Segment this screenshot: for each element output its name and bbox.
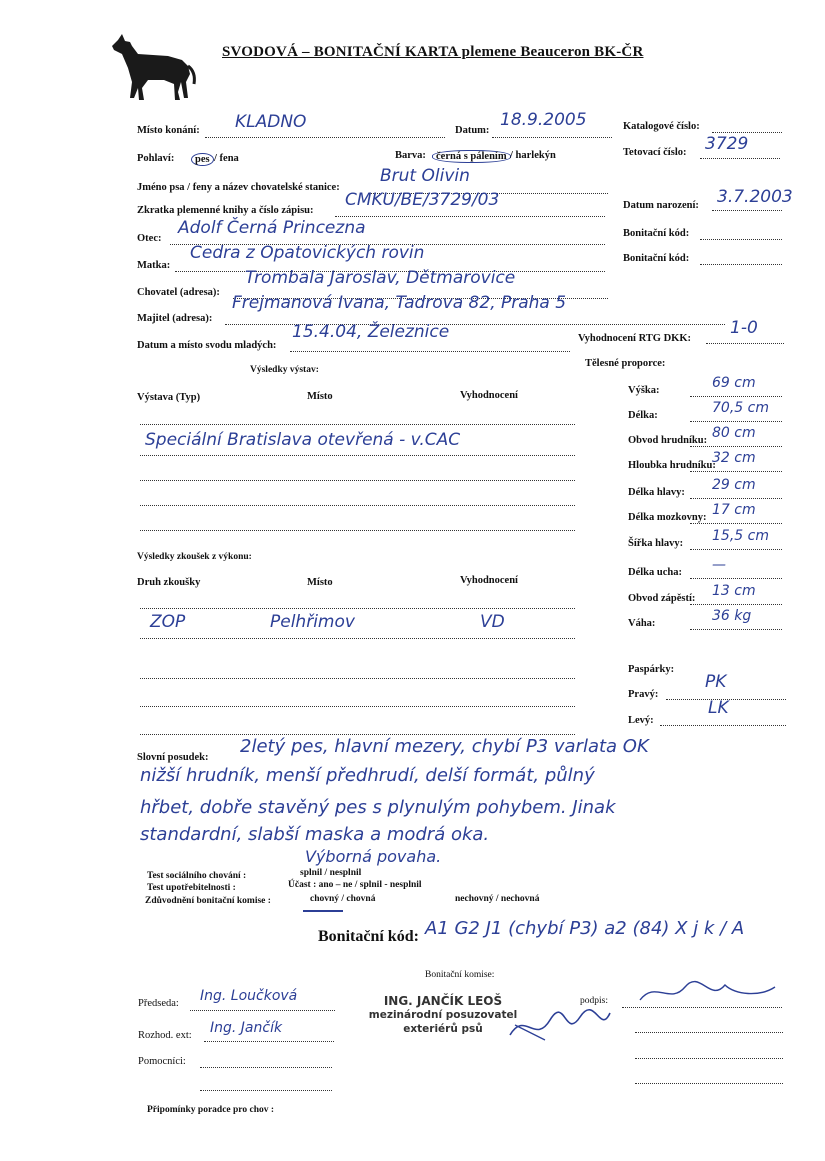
proporce-item-label: Délka hlavy:	[628, 487, 685, 498]
zkratka-label: Zkratka plemenné knihy a číslo zápisu:	[137, 205, 314, 216]
levy-label: Levý:	[628, 715, 654, 726]
predseda-value: Ing. Loučková	[200, 988, 298, 1004]
proporce-item-value: 36 kg	[712, 608, 752, 624]
signature-icon	[505, 1005, 615, 1045]
misto-konani-label: Místo konání:	[137, 125, 200, 136]
barva-label: Barva:	[395, 150, 426, 161]
proporce-item-value: 80 cm	[712, 425, 756, 441]
rtg-value: 1-0	[730, 318, 758, 338]
pohlavi-pes: pes	[191, 153, 214, 166]
posudek-line: hřbet, dobře stavěný pes s plynulým pohybem. Jinak	[140, 797, 616, 818]
zkousky-row-druh: ZOP	[150, 612, 186, 632]
proporce-item-label: Obvod hrudníku:	[628, 435, 708, 446]
svod-value: 15.4.04, Železnice	[292, 322, 450, 342]
stamp-line: mezinárodní posuzovatel	[368, 1009, 518, 1021]
komise-stamp	[368, 994, 518, 1036]
test-social-label: Test sociálního chování :	[147, 871, 247, 881]
signature-icon	[630, 975, 780, 1010]
rozhod-label: Rozhod. ext:	[138, 1030, 192, 1041]
otec-value: Adolf Černá Princezna	[178, 218, 366, 238]
proporce-item-label: Délka mozkovny:	[628, 512, 707, 523]
majitel-value: Frejmanová Ivana, Tadrova 82, Praha 5	[232, 293, 567, 313]
posudek-line: 2letý pes, hlavní mezery, chybí P3 varlata OK	[240, 736, 649, 757]
zduvodneni-opts: chovný / chovná	[310, 894, 376, 904]
pohlavi-fena: / fena	[214, 153, 239, 164]
pripominky-label: Připomínky poradce pro chov :	[147, 1105, 275, 1115]
test-upotreb-opts: Účast : ano – ne / splnil - nesplnil	[288, 880, 422, 890]
proporce-item-label: Délka ucha:	[628, 567, 682, 578]
vystavy-row: Speciální Bratislava otevřená - v.CAC	[145, 430, 461, 450]
zkousky-row-misto: Pelhřimov	[270, 612, 355, 632]
proporce-item-label: Šířka hlavy:	[628, 538, 684, 549]
proporce-item-value: 13 cm	[712, 583, 756, 599]
form-title: SVODOVÁ – BONITAČNÍ KARTA plemene Beauceron BK-ČR	[222, 44, 644, 60]
bonitacni-kod-value: A1 G2 J1 (chybí P3) a2 (84) X j k / A	[425, 918, 745, 939]
zkousky-col-vyhodnoceni: Vyhodnocení	[460, 575, 518, 586]
test-upotreb-label: Test upotřebitelnosti :	[147, 883, 236, 893]
posudek-label: Slovní posudek:	[137, 752, 209, 763]
proporce-item-value: —	[712, 557, 726, 573]
proporce-item-value: 32 cm	[712, 450, 756, 466]
proporce-item-label: Obvod zápěstí:	[628, 593, 696, 604]
posudek-line: nižší hrudník, menší předhrudí, delší formát, půlný	[140, 765, 595, 786]
komise-title: Bonitační komise:	[425, 970, 495, 980]
pohlavi-label: Pohlaví:	[137, 153, 175, 164]
zkousky-row-vyhodnoceni: VD	[480, 612, 505, 632]
podpis-label: podpis:	[580, 996, 608, 1006]
proporce-title: Tělesné proporce:	[585, 358, 666, 369]
zkousky-col-druh: Druh zkoušky	[137, 577, 201, 588]
vystavy-col-typ: Výstava (Typ)	[137, 392, 201, 403]
svod-label: Datum a místo svodu mladých:	[137, 340, 277, 351]
tetovaci-cislo-label: Tetovací číslo:	[623, 147, 687, 158]
zkousky-col-misto: Místo	[307, 577, 333, 588]
datum-narozeni-value: 3.7.2003	[717, 187, 793, 207]
posudek-line: standardní, slabší maska a modrá oka.	[140, 824, 490, 845]
jmeno-value: Brut Olivin	[380, 166, 470, 186]
pravy-label: Pravý:	[628, 689, 659, 700]
proporce-item-value: 70,5 cm	[712, 400, 769, 416]
chovatel-value: Trombala Jaroslav, Dětmarovice	[245, 268, 516, 288]
proporce-item-value: 15,5 cm	[712, 528, 769, 544]
proporce-item-value: 17 cm	[712, 502, 756, 518]
zduvodneni-opts2: nechovný / nechovná	[455, 894, 540, 904]
datum-narozeni-label: Datum narození:	[623, 200, 699, 211]
proporce-item-label: Hloubka hrudníku:	[628, 460, 716, 471]
proporce-item-label: Výška:	[628, 385, 660, 396]
matka-value: Cedra z Opatovických rovin	[190, 243, 425, 263]
bonitacni-kod-otec-label: Bonitační kód:	[623, 228, 690, 239]
misto-konani-value: KLADNO	[235, 112, 307, 132]
beauceron-dog-icon	[108, 32, 198, 104]
bonitacni-kod-matka-label: Bonitační kód:	[623, 253, 690, 264]
barva-opt2: / harlekýn	[510, 150, 556, 161]
proporce-item-value: 29 cm	[712, 477, 756, 493]
chovatel-label: Chovatel (adresa):	[137, 287, 220, 298]
pravy-value: PK	[705, 672, 727, 692]
datum-value: 18.9.2005	[500, 110, 587, 130]
stamp-line: exteriérů psů	[403, 1023, 483, 1035]
bonitacni-kod-label: Bonitační kód:	[318, 928, 419, 945]
test-social-opts: splnil / nesplnil	[300, 868, 362, 878]
zduvodneni-underline	[303, 910, 343, 912]
majitel-label: Majitel (adresa):	[137, 313, 213, 324]
zkousky-section-label: Výsledky zkoušek z výkonu:	[137, 552, 252, 562]
datum-label: Datum:	[455, 125, 490, 136]
barva-opt1: černá s pálením	[432, 150, 511, 163]
pomocnici-label: Pomocníci:	[138, 1056, 186, 1067]
katalogove-cislo-label: Katalogové číslo:	[623, 121, 700, 132]
stamp-line: ING. JANČÍK LEOŠ	[383, 994, 503, 1008]
levy-value: LK	[708, 698, 729, 718]
zduvodneni-label: Zdůvodnění bonitační komise :	[145, 896, 271, 906]
proporce-item-value: 69 cm	[712, 375, 756, 391]
matka-label: Matka:	[137, 260, 171, 271]
vystavy-col-vyhodnoceni: Vyhodnocení	[460, 390, 518, 401]
predseda-label: Předseda:	[138, 998, 179, 1009]
rtg-label: Vyhodnocení RTG DKK:	[578, 333, 692, 344]
posudek-line: Výborná povaha.	[305, 847, 442, 866]
rozhod-value: Ing. Jančík	[210, 1020, 283, 1036]
proporce-item-label: Délka:	[628, 410, 658, 421]
paparky-label: Paspárky:	[628, 664, 675, 675]
jmeno-label: Jméno psa / feny a název chovatelské stanice:	[137, 182, 340, 193]
tetovaci-cislo-value: 3729	[705, 134, 749, 154]
otec-label: Otec:	[137, 233, 162, 244]
proporce-item-label: Váha:	[628, 618, 656, 629]
vystavy-col-misto: Místo	[307, 391, 333, 402]
vystavy-section-label: Výsledky výstav:	[250, 365, 319, 375]
zkratka-value: CMKU/BE/3729/03	[345, 190, 500, 210]
